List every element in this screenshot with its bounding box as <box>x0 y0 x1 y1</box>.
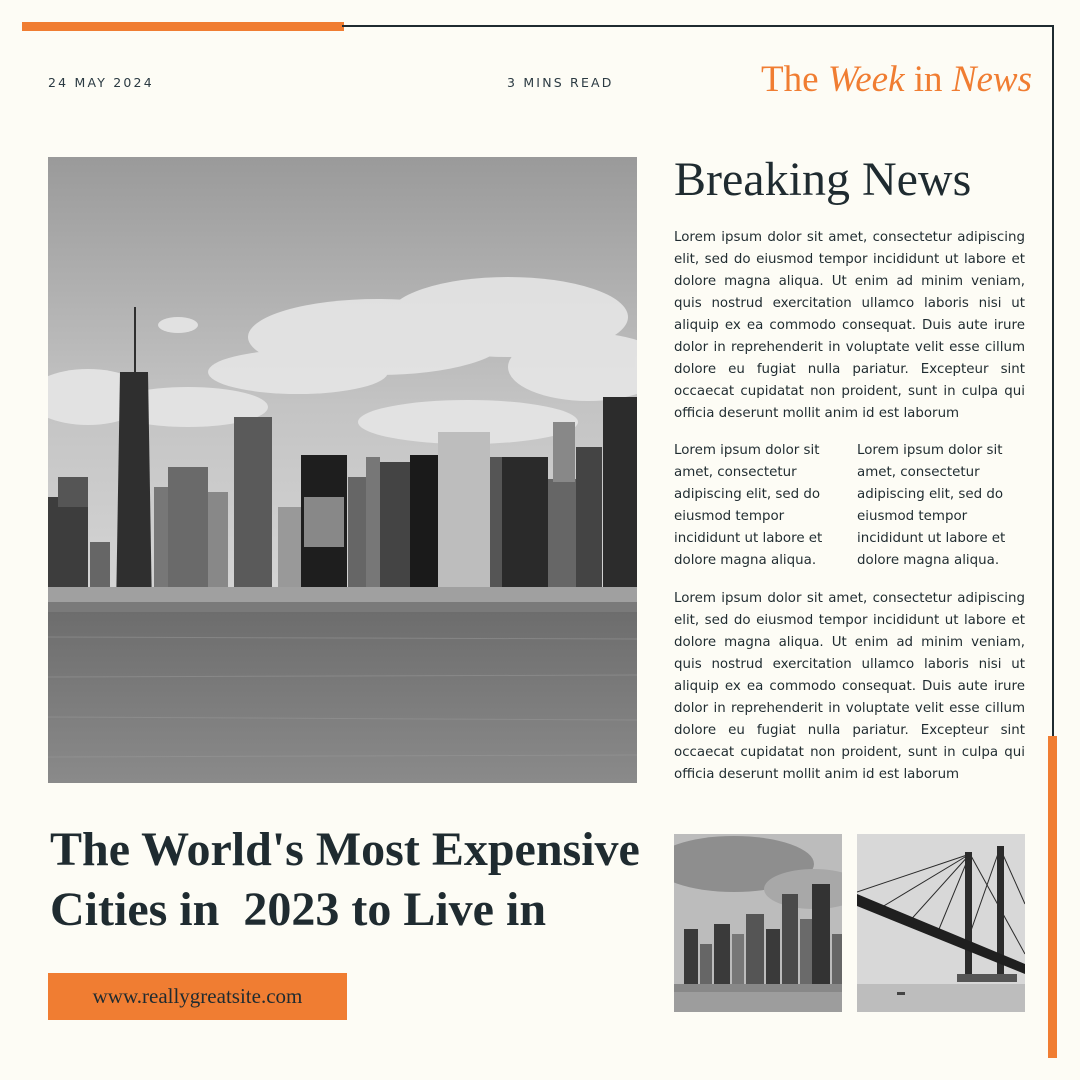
top-accent-bar <box>22 22 344 31</box>
main-headline <box>50 820 650 940</box>
top-frame-line <box>342 25 1054 27</box>
masthead-news: News <box>951 59 1032 100</box>
website-link-button[interactable]: www.reallygreatsite.com <box>48 973 347 1020</box>
body-paragraph-3: Lorem ipsum dolor sit amet, consectetur adipiscing elit, sed do eiusmod tempor incididunt ut labore et dolore magna aliqua. Ut enim ad minim veniam, quis nostrud exercitation ullamco laboris nisi ut aliquip ex ea commodo consequat. Duis aute irure dolor in reprehenderit in voluptate velit esse cillum dolore eu fugiat nulla pariatur. Excepteur sint occaecat cupidatat non proident, sunt in culpa qui officia deserunt mollit anim id est laborum <box>674 591 1025 782</box>
bridge-thumbnail-photo <box>857 834 1025 1012</box>
breaking-news-title: Breaking News <box>674 153 972 206</box>
body-column-b: Lorem ipsum dolor sit amet, consectetur adipiscing elit, sed do eiusmod tempor incididunt ut labore et dolore magna aliqua. <box>857 443 1006 568</box>
body-paragraph-1: Lorem ipsum dolor sit amet, consectetur adipiscing elit, sed do eiusmod tempor incididunt ut labore et dolore magna aliqua. Ut enim ad minim veniam, quis nostrud exercitation ullamco laboris nisi ut aliquip ex ea commodo consequat. Duis aute irure dolor in reprehenderit in voluptate velit esse cillum dolore eu fugiat nulla pariatur. Excepteur sint occaecat cupidatat non proident, sunt in culpa qui officia deserunt mollit anim id est laborum <box>674 230 1025 421</box>
city-thumbnail-photo <box>674 834 842 1012</box>
publish-date: 24 MAY 2024 <box>48 75 154 90</box>
right-accent-bar <box>1048 736 1057 1058</box>
headline-line-1: The World's Most Expensive <box>50 823 640 876</box>
read-time: 3 MINS READ <box>507 75 614 90</box>
masthead-in: in <box>913 59 943 100</box>
body-column-a: Lorem ipsum dolor sit amet, consectetur adipiscing elit, sed do eiusmod tempor incididunt ut labore et dolore magna aliqua. <box>674 443 823 568</box>
masthead-week: Week <box>827 59 905 100</box>
masthead-title <box>761 58 1032 101</box>
masthead-the: The <box>761 59 819 100</box>
right-frame-line <box>1052 25 1054 737</box>
hero-skyline-photo <box>48 157 637 783</box>
headline-line-2: Cities in 2023 to Live in <box>50 883 547 936</box>
